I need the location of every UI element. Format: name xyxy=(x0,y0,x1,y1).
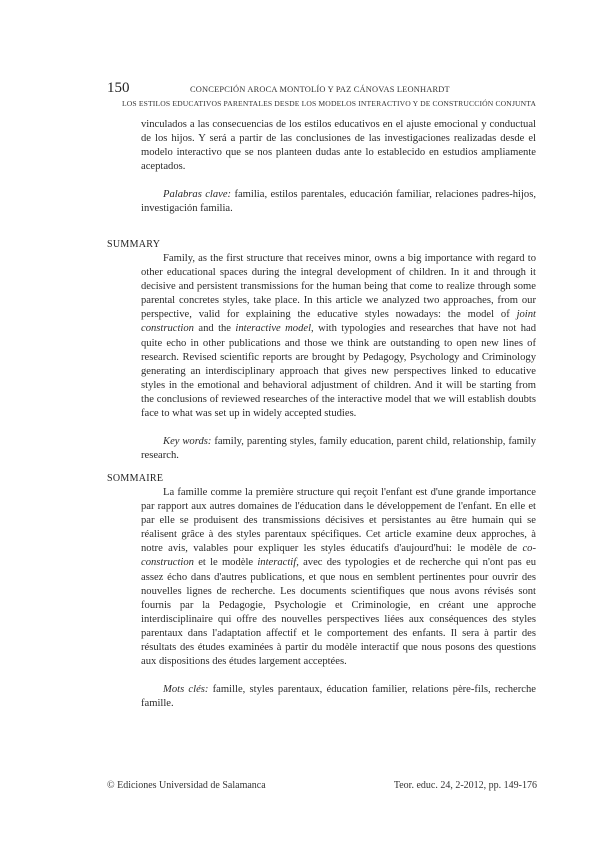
summary-text-part1: Family, as the first structure that receives minor, owns a big importance with regard to other educational spaces during the integral development of children. In it and through it decisive and persistent transmissions for the human being that come to realize through some parental concretes styles, take place. In this article we analyzed two approaches, from our perspective, valid for explaining the educative styles nowadays: the model of xyxy=(141,253,536,321)
running-head-authors: CONCEPCIÓN AROCA MONTOLÍO Y PAZ CÁNOVAS LEONHARDT xyxy=(190,85,450,94)
summary-term-joint-construction: joint construction xyxy=(141,309,536,335)
footer-citation: Teor. educ. 24, 2-2012, pp. 149-176 xyxy=(393,780,537,791)
summary-term-interactive-model: interactive model xyxy=(235,323,312,335)
sommaire-text-part3: , avec des typologies et de recherche qui n'ont pas eu assez écho dans d'autres publications, et que nous en semblent pertinentes pour ouvrir des nouvelles lignes de recherche. Les documents scientifiques que nous avons révisés sont fournis par la Pedagogie, Psychologie et Criminologie, en créant une approche interdisciplinaire qui offre des nouvelles perspectives liées aux conséquences des styles parentaux dans l'adaptation affectif et le comportement des enfants. Il sera à partir des résultats des études examinées à partir du modèle interactif que nous posons des questions aux dispositions des études largement acceptées. xyxy=(141,557,536,668)
summary-text xyxy=(141,252,536,421)
spanish-abstract xyxy=(141,118,536,217)
sommaire-keywords-text: famille, styles parentaux, éducation familier, relations père-fils, recherche famille. xyxy=(141,684,536,710)
sommaire-abstract xyxy=(141,486,536,711)
summary-keywords-text: family, parenting styles, family education, parent child, relationship, family research. xyxy=(141,436,536,462)
sommaire-term-co-construction: co-construction xyxy=(141,543,536,569)
page-number: 150 xyxy=(107,80,130,96)
summary-heading: SUMMARY xyxy=(107,239,161,250)
spanish-abstract-continuation: vinculados a las consecuencias de los estilos educativos en el ajuste emocional y conductual de los hijos. Y será a partir de las conclusiones de las investigaciones realizadas desde el modelo interactivo que se nos planteen dudas ante lo establecido en estudios ampliamente aceptados. xyxy=(141,119,536,173)
sommaire-term-interactif: interactif xyxy=(257,557,297,569)
spanish-keywords-text: familia, estilos parentales, educación familiar, relaciones padres-hijos, investigación familia. xyxy=(141,189,536,215)
footer-publisher: © Ediciones Universidad de Salamanca xyxy=(107,780,266,791)
sommaire-text xyxy=(141,486,536,669)
running-head-title: LOS ESTILOS EDUCATIVOS PARENTALES DESDE LOS MODELOS INTERACTIVO Y DE CONSTRUCCIÓN CONJUNTA xyxy=(122,99,537,108)
spanish-keywords-label: Palabras clave: xyxy=(163,189,232,201)
spanish-keywords xyxy=(141,188,536,216)
summary-keywords-label: Key words: xyxy=(163,436,212,448)
sommaire-heading: SOMMAIRE xyxy=(107,473,164,484)
sommaire-keywords xyxy=(141,683,536,711)
summary-keywords xyxy=(141,435,536,463)
summary-text-part2: and the xyxy=(193,323,236,335)
summary-text-part3: , with typologies and researches that have not had quite echo in other publications and those we think are outstanding to open new lines of research. Revised scientific reports are brought by Pedagogy, Psychology and Criminology generating an interdisciplinary approach that gives new perspectives linked to educative styles in the emotional and behavioral adjustment of children. And it will be starting from the conclusions of reviewed researches of the interactive model that we will establish doubts face to what was set up in widely accepted studies. xyxy=(141,323,536,420)
sommaire-text-part2: et le modèle xyxy=(193,557,258,569)
sommaire-keywords-label: Mots clés: xyxy=(163,684,209,696)
sommaire-text-part1: La famille comme la première structure qui reçoit l'enfant est d'une grande importance par rapport aux autres domaines de l'éducation dans le développement de l'enfant. En elle et par elle se produisent des transmissions décisives et persistantes au être humain qui se réalisent grâce à des styles parentaux spécifiques. Cet article examine deux approches, à notre avis, valables pour expliquer les styles éducatifs d'aujourd'hui: le modèle de xyxy=(141,487,536,555)
summary-abstract xyxy=(141,252,536,463)
